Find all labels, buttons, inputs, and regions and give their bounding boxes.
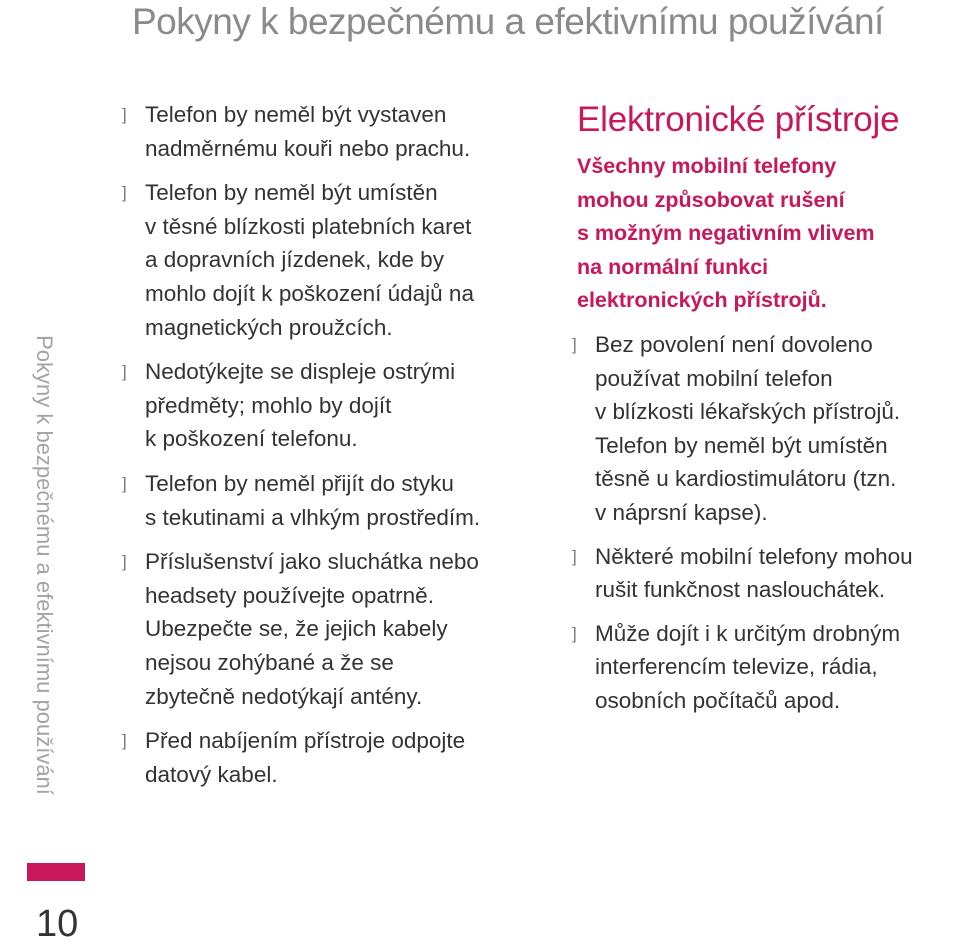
safety-bullet-list (118, 98, 528, 791)
section-heading: Elektronické přístroje (577, 100, 900, 139)
bullet-text-line: Bez povolení není dovoleno (595, 331, 873, 357)
bullet-text-line: Telefon by neměl být vystaven (145, 102, 447, 127)
bullet-text-line: a dopravních jízdenek, kde by (145, 247, 444, 273)
intro-text-line: elektronických přístrojů. (577, 288, 827, 313)
bullet-item (118, 355, 528, 456)
side-tab-label: Pokyny k bezpečnému a efektivnímu používání (32, 335, 57, 795)
bullet-text-line: nadměrnému kouři nebo prachu. (145, 135, 471, 161)
electronics-bullet-list (568, 328, 960, 718)
bullet-item (118, 176, 528, 344)
intro-text-line: s možným negativním vlivem (577, 221, 875, 246)
bullet-marker-icon: ] (572, 623, 577, 643)
side-tab (0, 0, 90, 945)
bullet-marker-icon: ] (122, 105, 127, 124)
bullet-item (118, 98, 528, 165)
bullet-text-line: Některé mobilní telefony mohou (595, 543, 913, 569)
intro-text-line: na normální funkci (577, 254, 769, 279)
bullet-item (568, 540, 960, 607)
bullet-text-line: s tekutinami a vlhkým prostředím. (145, 504, 481, 530)
bullet-marker-icon: ] (122, 731, 127, 751)
bullet-text-line: předměty; mohlo by dojít (145, 392, 392, 418)
bullet-text-line: magnetických proužcích. (145, 314, 393, 340)
bullet-text-line: v těsné blízkosti platebních karet (145, 213, 472, 239)
bullet-text-line: Příslušenství jako sluchátka nebo (145, 549, 479, 575)
bullet-text-line: Telefon by neměl být umístěn (145, 180, 438, 206)
right-column (568, 98, 960, 728)
bullet-text-line: používat mobilní telefon (595, 365, 833, 391)
bullet-marker-icon: ] (122, 473, 127, 493)
bullet-text-line: datový kabel. (145, 761, 278, 787)
bullet-item (568, 328, 960, 530)
bullet-text-line: Může dojít i k určitým drobným (595, 620, 901, 646)
bullet-item (118, 545, 528, 713)
intro-text-line: mohou způsobovat rušení (577, 187, 845, 212)
bullet-text-line: interferencím televize, rádia, (595, 654, 878, 680)
bullet-item (118, 724, 528, 791)
section-intro (568, 150, 960, 318)
bullet-text-line: headsety používejte opatrně. (145, 582, 434, 608)
bullet-text-line: Telefon by neměl být umístěn (595, 432, 888, 458)
side-tab-accent-bar (27, 863, 85, 881)
left-column (118, 98, 528, 802)
bullet-text-line: v blízkosti lékařských přístrojů. (595, 399, 901, 425)
bullet-text-line: Telefon by neměl přijít do styku (145, 470, 454, 496)
bullet-text-line: v náprsní kapse). (595, 499, 768, 525)
bullet-marker-icon: ] (572, 334, 577, 354)
bullet-item (118, 467, 528, 534)
bullet-text-line: rušit funkčnost naslouchátek. (595, 577, 886, 603)
bullet-text-line: Před nabíjením přístroje odpojte (145, 728, 466, 754)
bullet-text-line: Nedotýkejte se displeje ostrými (145, 359, 456, 385)
bullet-text-line: mohlo dojít k poškození údajů na (145, 280, 474, 306)
bullet-text-line: osobních počítačů apod. (595, 687, 841, 713)
page-number: 10 (36, 903, 79, 945)
bullet-marker-icon: ] (122, 183, 127, 203)
intro-text-line: Všechny mobilní telefony (577, 154, 837, 178)
bullet-item (568, 617, 960, 718)
bullet-text-line: Ubezpečte se, že jejich kabely (145, 616, 448, 642)
bullet-text-line: nejsou zohýbané a že se (145, 649, 394, 675)
bullet-marker-icon: ] (122, 552, 127, 572)
page-title: Pokyny k bezpečnému a efektivnímu používání (132, 1, 884, 42)
bullet-marker-icon: ] (122, 362, 127, 382)
bullet-text-line: k poškození telefonu. (145, 426, 358, 452)
bullet-marker-icon: ] (572, 546, 577, 566)
bullet-text-line: těsně u kardiostimulátoru (tzn. (595, 466, 897, 492)
bullet-text-line: zbytečně nedotýkají antény. (145, 683, 423, 709)
